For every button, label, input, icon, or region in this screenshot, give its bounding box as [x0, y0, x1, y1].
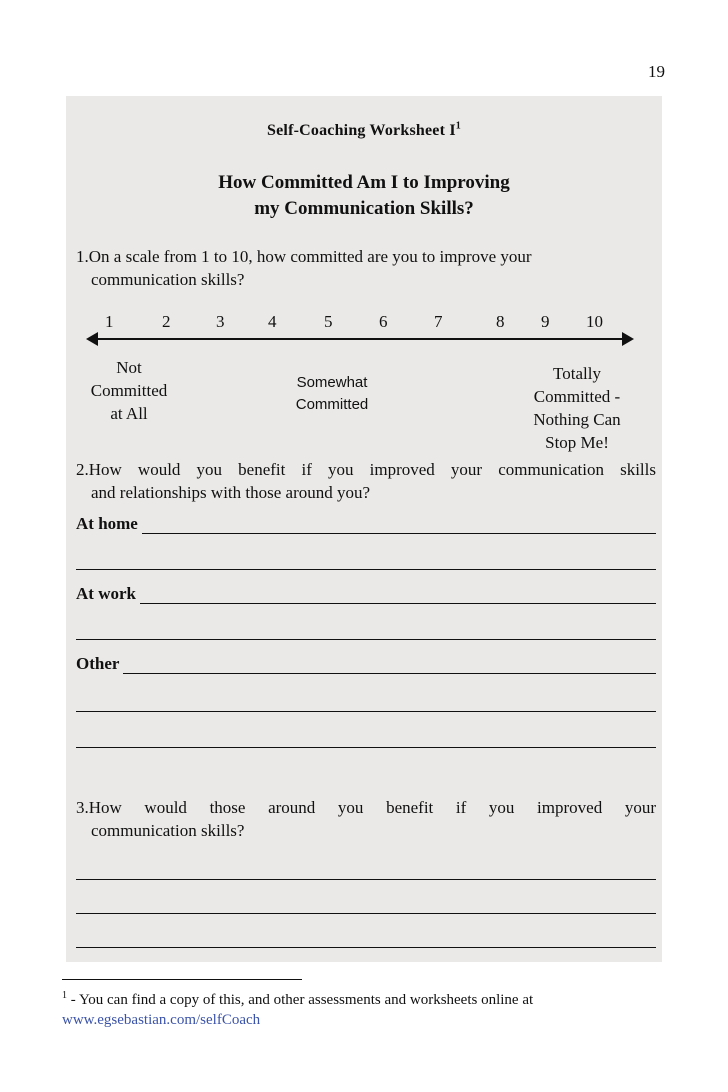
- page-number: 19: [648, 62, 665, 81]
- label-mid-line: Committed: [295, 396, 369, 413]
- scale-number-8[interactable]: 8: [496, 312, 505, 331]
- scale-number-5[interactable]: 5: [324, 312, 333, 331]
- other-answer-line-3[interactable]: [76, 728, 656, 752]
- heading-line-2: my Communication Skills?: [254, 198, 474, 219]
- scale-number-3[interactable]: 3: [216, 312, 225, 331]
- scale-number-9[interactable]: 9: [541, 312, 550, 331]
- question-3: [76, 796, 656, 842]
- question-3-line-1: 3.How would those around you benefit if you improved your: [76, 798, 656, 817]
- arrow-right-icon: [622, 332, 634, 346]
- other-label: Other: [76, 654, 123, 674]
- label-mid-line: Somewhat: [296, 374, 368, 391]
- worksheet-title: [0, 122, 728, 140]
- at-work-answer-field[interactable]: [76, 584, 656, 608]
- at-home-answer-line-2[interactable]: [76, 550, 656, 574]
- other-answer-line-2[interactable]: [76, 692, 656, 716]
- footnote-divider: [62, 979, 302, 980]
- scale-number-2[interactable]: 2: [162, 312, 171, 331]
- at-home-label: At home: [76, 514, 142, 534]
- other-answer-field[interactable]: [76, 654, 656, 678]
- at-home-answer-field[interactable]: [76, 514, 656, 538]
- label-left-line: Not: [116, 358, 142, 377]
- answer-line: [76, 947, 656, 948]
- at-work-label: At work: [76, 584, 140, 604]
- scale-label-totally-committed: [516, 362, 638, 454]
- at-work-answer-line-2[interactable]: [76, 620, 656, 644]
- scale-line: [94, 338, 626, 340]
- label-left-line: Committed: [90, 381, 168, 400]
- answer-line: [76, 603, 656, 604]
- scale-number-6[interactable]: 6: [379, 312, 388, 331]
- label-right-line: Nothing Can: [533, 410, 621, 429]
- worksheet-heading: [0, 170, 728, 222]
- question-3-line-2: communication skills?: [91, 821, 245, 840]
- scale-number-10[interactable]: 10: [586, 312, 603, 331]
- heading-line-1: How Committed Am I to Improving: [218, 172, 510, 193]
- label-left-line: at All: [110, 404, 148, 423]
- question-3-answer-line-2[interactable]: [76, 894, 656, 918]
- scale-number-4[interactable]: 4: [268, 312, 277, 331]
- answer-line: [76, 711, 656, 712]
- title-footnote-mark: 1: [455, 120, 461, 132]
- question-3-answer-line-1[interactable]: [76, 860, 656, 884]
- commitment-scale[interactable]: [86, 312, 636, 352]
- answer-line: [76, 673, 656, 674]
- scale-number-1[interactable]: 1: [105, 312, 114, 331]
- question-2: [76, 458, 656, 504]
- answer-line: [76, 913, 656, 914]
- footnote-text: - You can find a copy of this, and other assessments and worksheets online at: [67, 992, 534, 1008]
- label-right-line: Committed -: [533, 387, 621, 406]
- question-1-line-1: 1.On a scale from 1 to 10, how committed are you to improve your: [76, 247, 532, 266]
- footnote: [62, 986, 682, 1030]
- arrow-left-icon: [86, 332, 98, 346]
- answer-line: [76, 533, 656, 534]
- label-right-line: Stop Me!: [545, 433, 609, 452]
- question-2-line-2: and relationships with those around you?: [91, 483, 371, 502]
- question-1: [76, 245, 656, 291]
- question-1-line-2: communication skills?: [91, 270, 245, 289]
- footnote-link[interactable]: www.egsebastian.com/selfCoach: [62, 1012, 261, 1028]
- question-2-line-1: 2.How would you benefit if you improved your communication skills: [76, 460, 656, 479]
- answer-line: [76, 879, 656, 880]
- scale-number-7[interactable]: 7: [434, 312, 443, 331]
- label-right-line: Totally: [553, 364, 601, 383]
- answer-line: [76, 747, 656, 748]
- footnote-mark: 1: [62, 990, 67, 1001]
- question-3-answer-line-3[interactable]: [76, 928, 656, 952]
- answer-line: [76, 569, 656, 570]
- worksheet-title-text: Self-Coaching Worksheet I: [267, 122, 456, 139]
- answer-line: [76, 639, 656, 640]
- scale-label-somewhat-committed: [272, 372, 392, 416]
- scale-label-not-committed: [74, 356, 184, 425]
